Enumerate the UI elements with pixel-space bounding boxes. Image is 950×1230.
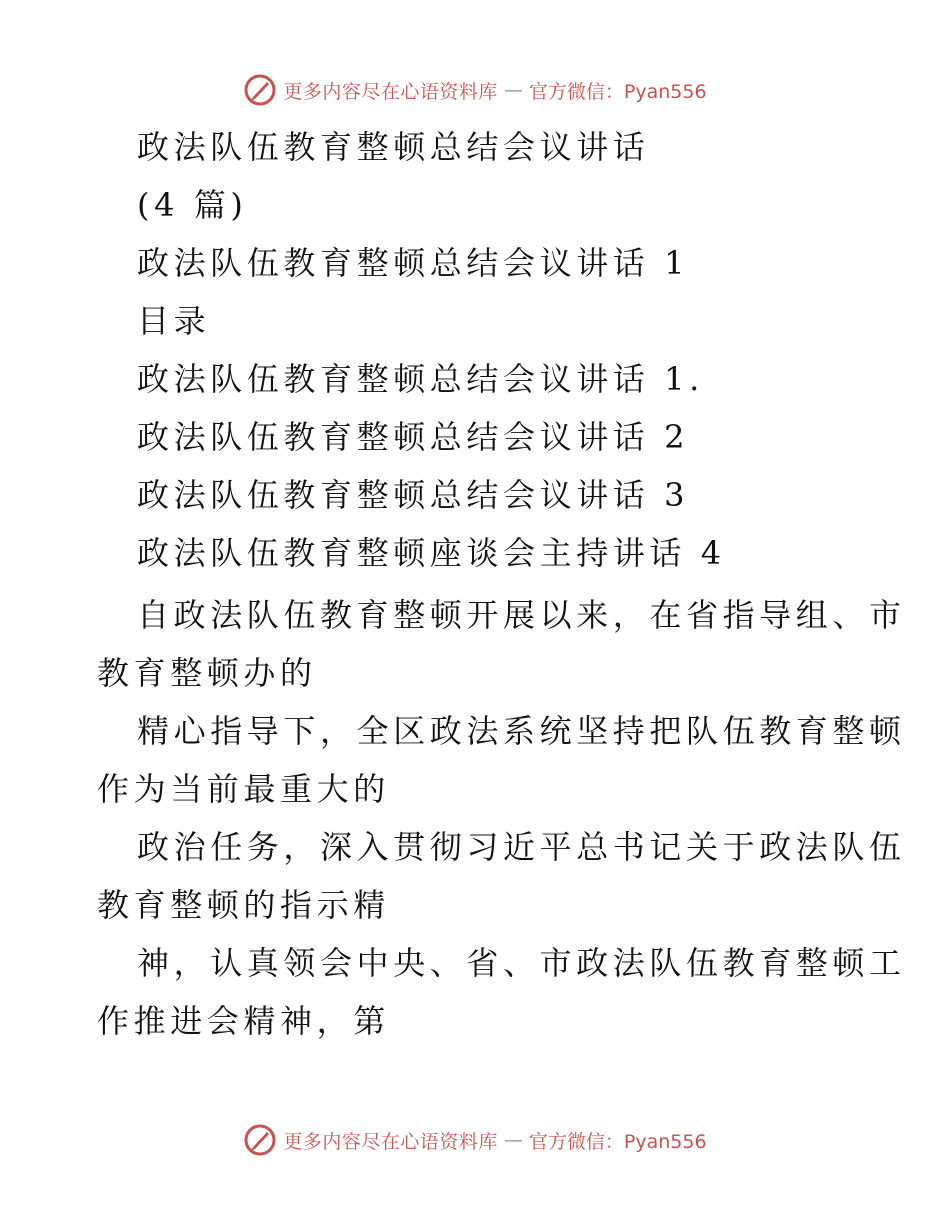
paragraph-line: 精心指导下，全区政法系统坚持把队伍教育整顿 [137, 712, 906, 750]
paragraph-line: 作推进会精神，第 [97, 1002, 390, 1040]
watermark-site-text: 更多内容尽在心语资料库 [283, 80, 498, 103]
paragraph-line: 作为当前最重大的 [97, 770, 390, 808]
watermark-wechat-text: 官方微信：Pyan556 [528, 1130, 707, 1153]
toc-item: 政法队伍教育整顿总结会议讲话 2 [137, 418, 690, 456]
document-subtitle: (4 篇) [137, 186, 248, 224]
quill-logo-icon [243, 73, 277, 107]
watermark-wechat-text: 官方微信：Pyan556 [528, 80, 707, 103]
watermark-site-text: 更多内容尽在心语资料库 [283, 1130, 498, 1153]
header-watermark [0, 70, 950, 110]
paragraph-line: 神，认真领会中央、省、市政法队伍教育整顿工 [137, 944, 906, 982]
footer-watermark [0, 1120, 950, 1160]
document-title: 政法队伍教育整顿总结会议讲话 [137, 128, 650, 166]
watermark-separator: — [503, 1129, 523, 1151]
quill-logo-icon [243, 1123, 277, 1157]
paragraph-line: 自政法队伍教育整顿开展以来，在省指导组、市 [137, 596, 906, 634]
paragraph-line: 教育整顿办的 [97, 654, 317, 692]
section-heading: 政法队伍教育整顿总结会议讲话 1 [137, 244, 690, 282]
toc-heading: 目录 [137, 302, 211, 340]
paragraph-line: 政治任务，深入贯彻习近平总书记关于政法队伍 [137, 828, 906, 866]
toc-item: 政法队伍教育整顿座谈会主持讲话 4 [137, 534, 726, 572]
toc-item: 政法队伍教育整顿总结会议讲话 3 [137, 476, 690, 514]
paragraph-line: 教育整顿的指示精 [97, 886, 390, 924]
toc-item: 政法队伍教育整顿总结会议讲话 1. [137, 360, 704, 398]
watermark-separator: — [503, 79, 523, 101]
